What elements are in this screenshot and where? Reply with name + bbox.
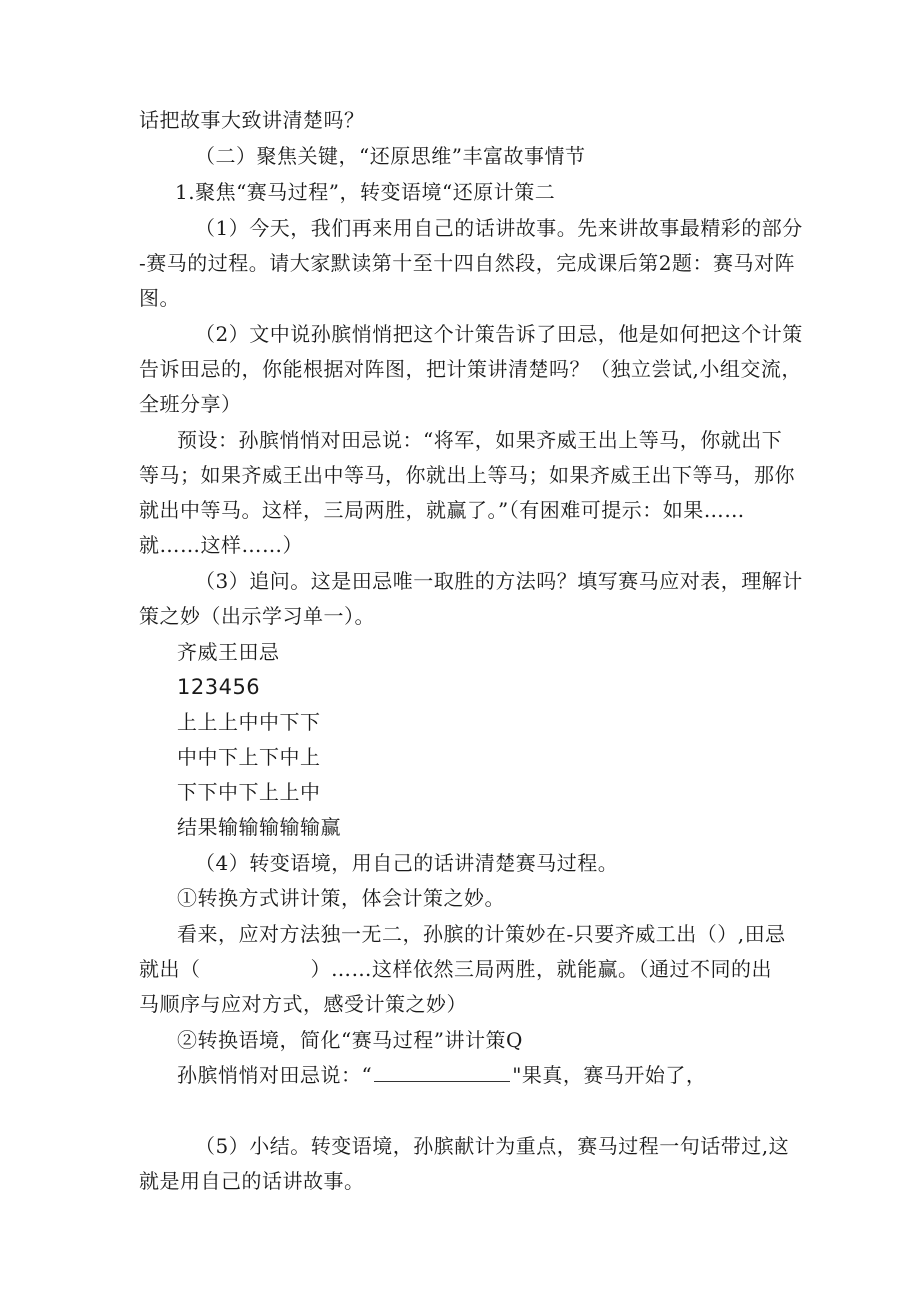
paragraph-line: （5）小结。转变语境，孙膑献计为重点，赛马过程一句话带过,这 xyxy=(195,1134,790,1158)
paragraph-line: ②转换语境，简化“赛马过程”讲计策Q xyxy=(177,1028,523,1052)
paragraph-line: 等马；如果齐威王出中等马，你就出上等马；如果齐威王出下等马，那你 xyxy=(139,463,795,487)
paragraph-line: 策之妙（出示学习单一）。 xyxy=(139,604,375,628)
paragraph-line: 就……这样……） xyxy=(139,533,303,557)
paragraph-line: 就是用自己的话讲故事。 xyxy=(139,1169,365,1193)
paragraph-fragment: ）……这样依然三局两胜，就能赢。（通过不同的出 xyxy=(310,957,772,981)
paragraph-line: 告诉田忌的，你能根据对阵图，把计策讲清楚吗？（独立尝试,小组交流， xyxy=(139,357,802,381)
table-text-row: 中中下上下中上 xyxy=(177,745,321,769)
paragraph-fragment: 就出（ xyxy=(139,957,201,981)
paragraph-line: （1）今天，我们再来用自己的话讲故事。先来讲故事最精彩的部分 xyxy=(195,216,803,240)
paragraph-line: ①转换方式讲计策，体会计策之妙。 xyxy=(177,886,505,910)
paragraph-line xyxy=(177,1062,706,1088)
paragraph-line: 马顺序与应对方式，感受计策之妙） xyxy=(139,992,467,1016)
paragraph-fragment: 孙膑悄悄对田忌说：“ xyxy=(177,1063,373,1087)
paragraph-line: 话把故事大致讲清楚吗？ xyxy=(139,108,365,132)
paragraph-line: 看来，应对方法独一无二，孙膑的计策妙在-只要齐威工出（）,田忌 xyxy=(177,922,786,946)
table-text-row: 齐威王田忌 xyxy=(177,640,280,664)
table-text-row: 123456 xyxy=(177,675,261,699)
table-text-row: 下下中下上上中 xyxy=(177,780,321,804)
paragraph-line: 全班分享） xyxy=(139,392,242,416)
paragraph-line: （3）追问。这是田忌唯一取胜的方法吗？填写赛马应对表，理解计 xyxy=(195,569,803,593)
paragraph-fragment: "果真，赛马开始了， xyxy=(512,1063,707,1087)
section-heading: （二）聚焦关键，“还原思维”丰富故事情节 xyxy=(195,144,586,168)
table-text-row: 结果输输输输输赢 xyxy=(177,815,341,839)
paragraph-line: （2）文中说孙膑悄悄把这个计策告诉了田忌，他是如何把这个计策 xyxy=(195,322,803,346)
fill-in-underline xyxy=(374,1063,510,1082)
paragraph-line xyxy=(139,956,772,982)
subsection-heading: 1.聚焦“赛马过程”，转变语境“还原计策二 xyxy=(175,180,556,204)
paragraph-line: （4）转变语境，用自己的话讲清楚赛马过程。 xyxy=(195,851,619,875)
paragraph-line: 图。 xyxy=(139,286,180,310)
table-text-row: 上上上中中下下 xyxy=(177,710,321,734)
paragraph-line: 就出中等马。这样，三局两胜，就赢了。”（有困难可提示：如果…… xyxy=(139,498,745,522)
paragraph-line: -赛马的过程。请大家默读第十至十四自然段，完成课后第2题：赛马对阵 xyxy=(139,251,795,275)
paragraph-line: 预设：孙膑悄悄对田忌说：“将军，如果齐威王出上等马，你就出下 xyxy=(177,428,783,452)
